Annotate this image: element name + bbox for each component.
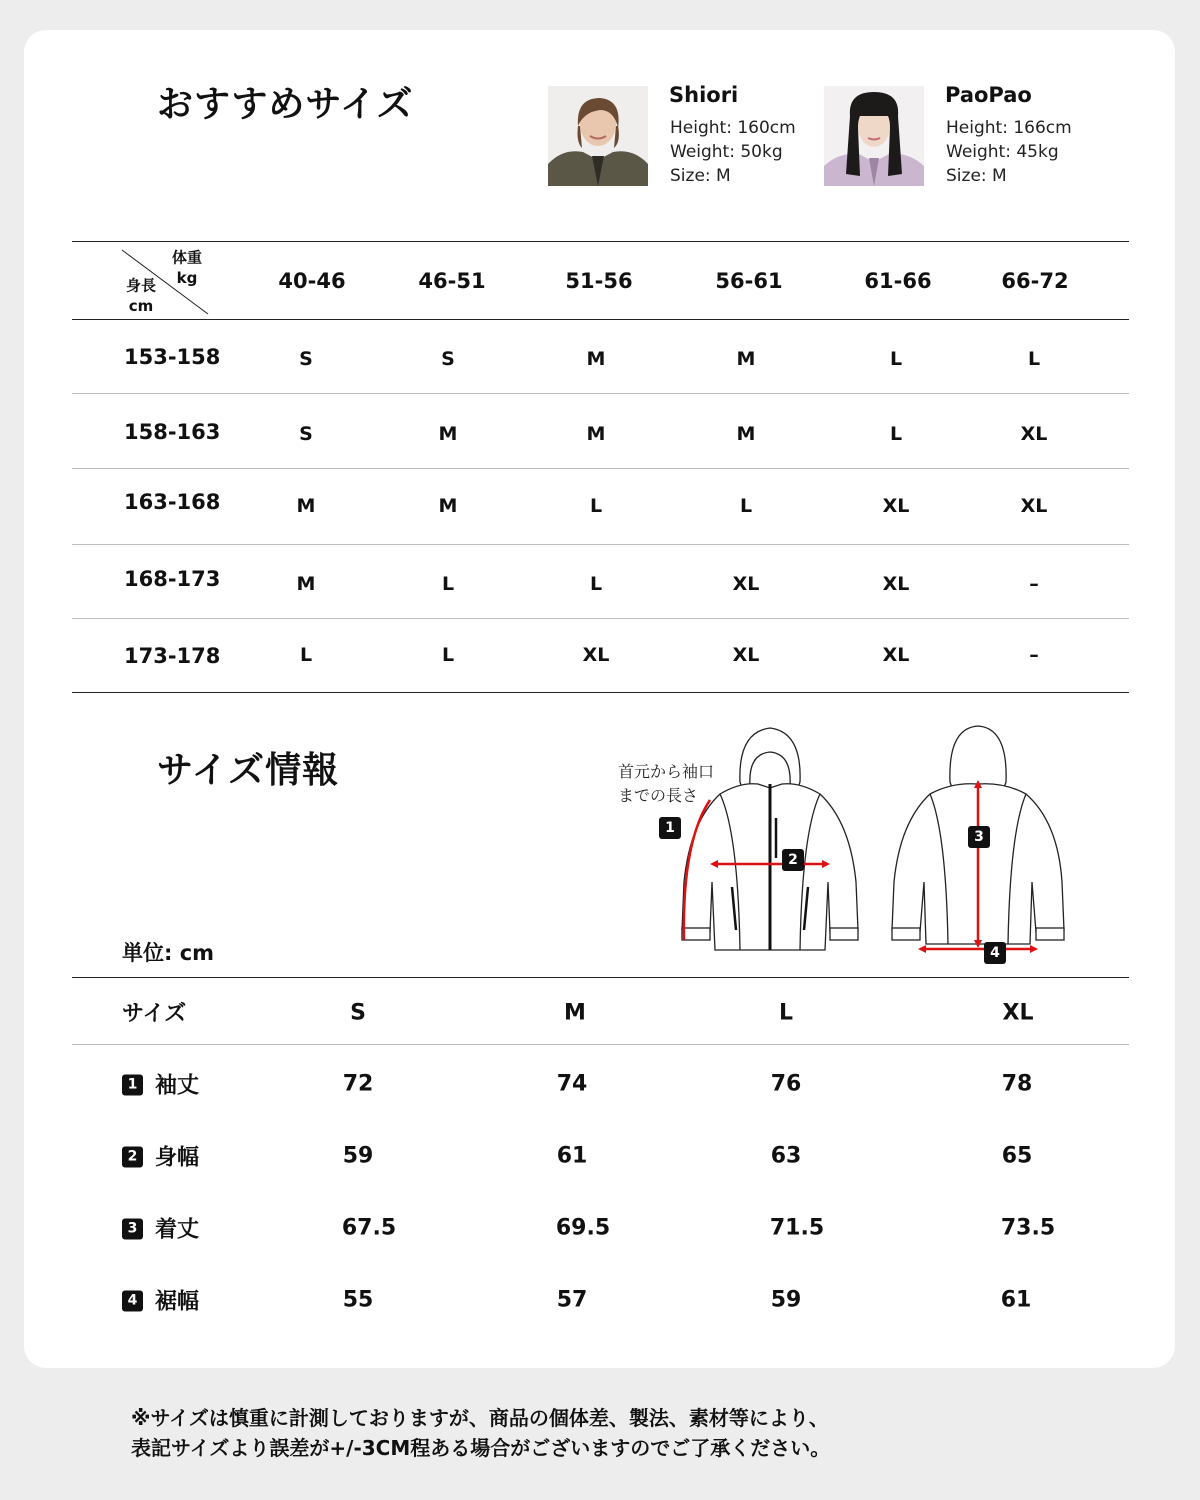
measurement-row-label: 2 身幅 xyxy=(122,1141,199,1172)
measurement-value: 65 xyxy=(1001,1143,1033,1169)
table-row-divider xyxy=(72,1044,1129,1045)
size-cell: M xyxy=(736,348,756,370)
table-rule xyxy=(72,319,1129,320)
corner-weight-unit: kg xyxy=(176,269,198,287)
footer-note-line: 表記サイズより誤差が+/-3CM程ある場合がございますのでご了承ください。 xyxy=(131,1436,831,1460)
table-row-divider xyxy=(72,618,1129,619)
size-col-header: L xyxy=(778,1000,794,1026)
size-cell: – xyxy=(1029,644,1039,666)
measure-marker: 4 xyxy=(984,942,1006,964)
measurement-row-label: 3 着丈 xyxy=(122,1213,199,1244)
model-photo-shiori xyxy=(548,86,648,186)
measurement-value: 59 xyxy=(770,1287,802,1313)
model-height: Height: 160cm xyxy=(670,118,796,138)
measure-marker: 3 xyxy=(968,826,990,848)
size-header-label: サイズ xyxy=(122,1001,187,1027)
size-cell: M xyxy=(438,495,458,517)
unit-label: 単位: cm xyxy=(122,941,215,965)
size-col-header: XL xyxy=(1002,1000,1034,1026)
table-row-divider xyxy=(72,544,1129,545)
footer-note-line: ※サイズは慎重に計測しておりますが、商品の個体差、製法、素材等により、 xyxy=(131,1406,829,1430)
measurement-value: 76 xyxy=(770,1071,802,1097)
size-cell: XL xyxy=(882,495,910,517)
model-name: PaoPao xyxy=(945,83,1032,107)
weight-range-header: 56-61 xyxy=(715,269,783,293)
height-range-label: 158-163 xyxy=(124,420,221,444)
recommend-title: おすすめサイズ xyxy=(157,84,414,125)
size-cell: L xyxy=(889,348,903,370)
sleeve-length-caption: 首元から袖口 までの長さ xyxy=(618,762,715,805)
height-range-label: 163-168 xyxy=(124,490,221,514)
table-rule xyxy=(72,977,1129,978)
corner-height-label: 身長 xyxy=(125,276,157,295)
weight-range-header: 40-46 xyxy=(278,269,346,293)
size-col-header: S xyxy=(350,1000,366,1026)
size-cell: XL xyxy=(882,573,910,595)
measurement-value: 69.5 xyxy=(555,1215,611,1241)
size-cell: XL xyxy=(732,573,760,595)
model-size: Size: M xyxy=(670,166,731,186)
size-cell: L xyxy=(1027,348,1041,370)
model-weight: Weight: 50kg xyxy=(670,142,783,162)
size-cell: L xyxy=(589,495,603,517)
measurement-value: 72 xyxy=(342,1071,374,1097)
size-cell: M xyxy=(736,423,756,445)
measure-number-badge: 2 xyxy=(122,1146,143,1167)
weight-range-header: 51-56 xyxy=(565,269,633,293)
table-rule xyxy=(72,241,1129,242)
size-cell: XL xyxy=(882,644,910,666)
size-cell: S xyxy=(299,423,313,445)
corner-height-unit: cm xyxy=(128,297,154,315)
size-cell: XL xyxy=(732,644,760,666)
model-photo-paopao xyxy=(824,86,924,186)
model-size: Size: M xyxy=(946,166,1007,186)
size-col-header: M xyxy=(564,1000,586,1026)
measurement-value: 57 xyxy=(556,1287,588,1313)
size-cell: L xyxy=(299,644,313,666)
measure-marker: 2 xyxy=(782,849,804,871)
height-range-label: 153-158 xyxy=(124,345,221,369)
corner-weight-label: 体重 xyxy=(171,248,203,267)
size-cell: XL xyxy=(1020,423,1048,445)
size-cell: M xyxy=(296,495,316,517)
table-row-divider xyxy=(72,393,1129,394)
size-cell: L xyxy=(441,644,455,666)
measurement-row-label: 1 袖丈 xyxy=(122,1069,199,1100)
measurement-value: 78 xyxy=(1001,1071,1033,1097)
measurement-value: 74 xyxy=(556,1071,588,1097)
measurement-value: 73.5 xyxy=(1000,1215,1056,1241)
size-cell: S xyxy=(299,348,313,370)
table-rule xyxy=(72,692,1129,693)
model-weight: Weight: 45kg xyxy=(946,142,1059,162)
size-cell: XL xyxy=(582,644,610,666)
model-height: Height: 166cm xyxy=(946,118,1072,138)
height-range-label: 168-173 xyxy=(124,567,221,591)
size-cell: M xyxy=(586,423,606,445)
size-cell: L xyxy=(589,573,603,595)
size-cell: L xyxy=(889,423,903,445)
measurement-value: 55 xyxy=(342,1287,374,1313)
measure-number-badge: 4 xyxy=(122,1290,143,1311)
measure-number-badge: 3 xyxy=(122,1218,143,1239)
size-cell: – xyxy=(1029,573,1039,595)
measurement-row-label: 4 裾幅 xyxy=(122,1285,199,1316)
size-cell: L xyxy=(739,495,753,517)
weight-range-header: 61-66 xyxy=(864,269,932,293)
measurement-value: 67.5 xyxy=(341,1215,397,1241)
table-row-divider xyxy=(72,468,1129,469)
weight-range-header: 46-51 xyxy=(418,269,486,293)
jacket-diagram xyxy=(660,722,1080,962)
size-cell: M xyxy=(586,348,606,370)
model-name: Shiori xyxy=(669,83,739,107)
measurement-value: 59 xyxy=(342,1143,374,1169)
weight-range-header: 66-72 xyxy=(1001,269,1069,293)
measurement-value: 61 xyxy=(1000,1287,1032,1313)
measurement-value: 71.5 xyxy=(769,1215,825,1241)
size-info-title: サイズ情報 xyxy=(157,750,340,791)
measurement-value: 61 xyxy=(556,1143,588,1169)
measurement-value: 63 xyxy=(770,1143,802,1169)
measure-marker: 1 xyxy=(659,817,681,839)
size-cell: S xyxy=(441,348,455,370)
size-cell: M xyxy=(296,573,316,595)
size-cell: XL xyxy=(1020,495,1048,517)
size-cell: L xyxy=(441,573,455,595)
height-range-label: 173-178 xyxy=(124,644,221,668)
measure-number-badge: 1 xyxy=(122,1074,143,1095)
size-cell: M xyxy=(438,423,458,445)
